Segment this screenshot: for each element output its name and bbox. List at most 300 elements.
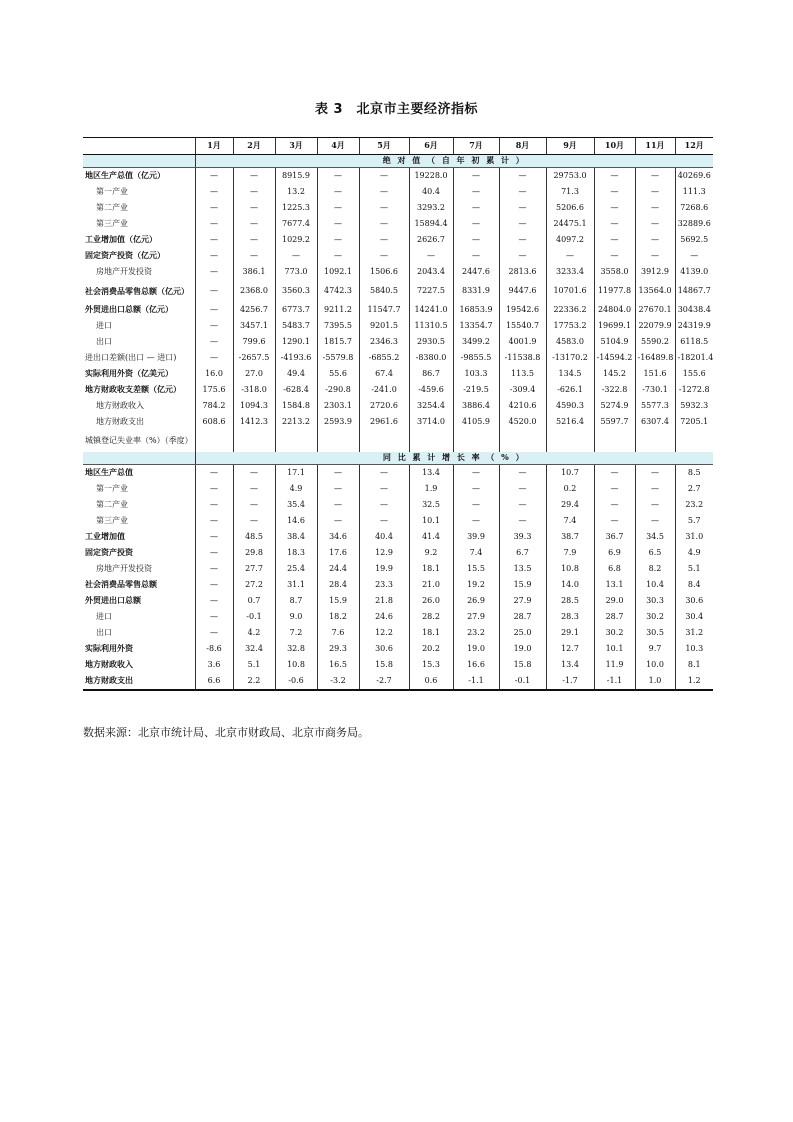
value-cell: — [635,465,675,482]
value-cell: 7677.4 [275,216,317,232]
value-cell: 14.6 [275,513,317,529]
value-cell: 5590.2 [635,334,675,350]
value-cell: 8.2 [635,561,675,577]
table-row [83,334,713,350]
value-cell: 103.3 [453,366,499,382]
value-cell: 36.7 [594,529,635,545]
value-cell: 5577.3 [635,398,675,414]
value-cell [499,430,546,452]
table-row [83,216,713,232]
value-cell: 3457.1 [233,318,275,334]
value-cell: — [233,184,275,200]
value-cell: — [359,216,409,232]
value-cell: 32.8 [275,641,317,657]
row-label: 工业增加值 [85,531,125,542]
value-cell: 7.6 [317,625,359,641]
row-label: 社会消费品零售总额（亿元） [85,286,189,296]
value-cell: — [635,216,675,232]
table-row [83,280,713,302]
section-heading: 绝 对 值 （ 自 年 初 累 计 ） [195,155,713,168]
value-cell: 41.4 [409,529,453,545]
value-cell: — [317,200,359,216]
table-row [83,302,713,318]
value-cell: — [359,232,409,248]
value-cell: 134.5 [546,366,594,382]
value-cell: 18.2 [317,609,359,625]
value-cell: 39.3 [499,529,546,545]
value-cell: 1094.3 [233,398,275,414]
value-cell: 7395.5 [317,318,359,334]
value-cell: — [453,232,499,248]
value-cell: 9.0 [275,609,317,625]
row-label: 出口 [96,337,112,347]
value-cell: 6307.4 [635,414,675,430]
value-cell: 6.8 [594,561,635,577]
value-cell: — [453,465,499,482]
value-cell: 2930.5 [409,334,453,350]
value-cell: 30.2 [635,609,675,625]
value-cell: — [359,465,409,482]
value-cell: — [233,481,275,497]
value-cell: — [195,609,233,625]
value-cell: -290.8 [317,382,359,398]
value-cell: 0.6 [409,673,453,690]
value-cell: 32.5 [409,497,453,513]
value-cell: 6.6 [195,673,233,690]
table-row [83,430,713,452]
row-label: 固定资产投资（亿元） [85,250,165,261]
value-cell: 3.6 [195,657,233,673]
value-cell: 2368.0 [233,280,275,302]
value-cell: 2626.7 [409,232,453,248]
value-cell: 2303.1 [317,398,359,414]
value-cell: 3293.2 [409,200,453,216]
value-cell: 13.2 [275,184,317,200]
header-blank-cell [83,138,195,155]
value-cell: 19228.0 [409,168,453,185]
table-row [83,641,713,657]
table-row [83,248,713,264]
value-cell: 15.8 [359,657,409,673]
value-cell: 8915.9 [275,168,317,185]
month-header: 2月 [233,138,275,155]
value-cell: 1815.7 [317,334,359,350]
value-cell: 5840.5 [359,280,409,302]
value-cell: -6855.2 [359,350,409,366]
value-cell: 18.1 [409,625,453,641]
table-row [83,200,713,216]
value-cell: 28.3 [546,609,594,625]
value-cell: 5.1 [675,561,713,577]
value-cell: — [453,481,499,497]
table-row [83,264,713,280]
value-cell: 5104.9 [594,334,635,350]
value-cell: 17.1 [275,465,317,482]
month-header: 10月 [594,138,635,155]
value-cell: 2720.6 [359,398,409,414]
value-cell: 11977.8 [594,280,635,302]
value-cell: 24475.1 [546,216,594,232]
value-cell: 17753.2 [546,318,594,334]
value-cell: 3254.4 [409,398,453,414]
row-label: 地方财政收入 [85,659,133,670]
value-cell: 10.3 [675,641,713,657]
value-cell: — [195,302,233,318]
value-cell: 3558.0 [594,264,635,280]
value-cell: 21.0 [409,577,453,593]
value-cell: — [675,248,713,264]
value-cell: 10.8 [275,657,317,673]
value-cell [275,430,317,452]
value-cell: — [453,216,499,232]
row-label: 地方财政收入 [96,401,144,411]
table-row [83,350,713,366]
value-cell: -1.1 [453,673,499,690]
value-cell: -3.2 [317,673,359,690]
value-cell: 15540.7 [499,318,546,334]
value-cell: 5206.6 [546,200,594,216]
value-cell: 1290.1 [275,334,317,350]
row-label: 社会消费品零售总额 [85,579,157,590]
value-cell: — [317,513,359,529]
row-label: 实际利用外资（亿美元） [85,368,173,379]
value-cell: 5932.3 [675,398,713,414]
row-label: 地区生产总值（亿元） [85,170,165,181]
value-cell: 7205.1 [675,414,713,430]
month-header-row [83,138,713,155]
row-label: 固定资产投资 [85,547,133,558]
table-row [83,382,713,398]
value-cell: 15894.4 [409,216,453,232]
table-body [83,155,713,691]
value-cell: — [195,264,233,280]
value-cell: 10.1 [594,641,635,657]
value-cell: 5216.4 [546,414,594,430]
value-cell: — [594,248,635,264]
value-cell: 15.3 [409,657,453,673]
value-cell: -628.4 [275,382,317,398]
value-cell: 31.2 [675,625,713,641]
row-label: 实际利用外资 [85,643,133,654]
value-cell: 24.4 [317,561,359,577]
value-cell: 27.9 [499,593,546,609]
value-cell: — [195,529,233,545]
value-cell: — [233,232,275,248]
value-cell: -9855.5 [453,350,499,366]
value-cell: — [195,497,233,513]
value-cell: 9211.2 [317,302,359,318]
value-cell: — [195,465,233,482]
value-cell: — [635,497,675,513]
value-cell: -0.6 [275,673,317,690]
value-cell: — [635,168,675,185]
value-cell: — [317,232,359,248]
value-cell: 2.7 [675,481,713,497]
value-cell: 12.9 [359,545,409,561]
value-cell: — [233,216,275,232]
table-row [83,673,713,690]
value-cell: 8.7 [275,593,317,609]
value-cell: 28.7 [499,609,546,625]
value-cell: -219.5 [453,382,499,398]
value-cell: 14241.0 [409,302,453,318]
value-cell: 48.5 [233,529,275,545]
value-cell: — [499,497,546,513]
value-cell: 19542.6 [499,302,546,318]
value-cell: -241.0 [359,382,409,398]
value-cell: 40.4 [409,184,453,200]
value-cell: 11.9 [594,657,635,673]
value-cell: 4.2 [233,625,275,641]
value-cell: 10.0 [635,657,675,673]
value-cell: 55.6 [317,366,359,382]
economic-indicators-table [83,137,713,691]
value-cell: 15.8 [499,657,546,673]
value-cell: 15.9 [317,593,359,609]
table-row [83,609,713,625]
table-row [83,184,713,200]
value-cell [409,430,453,452]
value-cell: 4210.6 [499,398,546,414]
value-cell: 29.3 [317,641,359,657]
value-cell: 5692.5 [675,232,713,248]
value-cell: 11547.7 [359,302,409,318]
value-cell: 13.4 [409,465,453,482]
value-cell: 24319.9 [675,318,713,334]
value-cell: 30.3 [635,593,675,609]
value-cell: 24.6 [359,609,409,625]
table-row [83,513,713,529]
value-cell: — [359,481,409,497]
value-cell: — [195,577,233,593]
table-row [83,657,713,673]
value-cell: — [275,248,317,264]
value-cell: — [499,248,546,264]
value-cell: 4742.3 [317,280,359,302]
table-row [83,366,713,382]
value-cell: -5579.8 [317,350,359,366]
value-cell: — [195,334,233,350]
value-cell: — [499,216,546,232]
section-heading: 同 比 累 计 增 长 率 （ % ） [195,452,713,465]
value-cell: 14.0 [546,577,594,593]
value-cell: 7227.5 [409,280,453,302]
value-cell: 28.2 [409,609,453,625]
value-cell [317,430,359,452]
value-cell: 2213.2 [275,414,317,430]
value-cell: -1.1 [594,673,635,690]
value-cell: 151.6 [635,366,675,382]
value-cell: 40269.6 [675,168,713,185]
value-cell: 3912.9 [635,264,675,280]
value-cell: — [195,184,233,200]
value-cell: -14594.2 [594,350,635,366]
value-cell: 9.7 [635,641,675,657]
table-row [83,545,713,561]
value-cell: 13.1 [594,577,635,593]
table-row [83,529,713,545]
value-cell: — [195,200,233,216]
value-cell: — [635,248,675,264]
value-cell: — [233,168,275,185]
value-cell: — [594,465,635,482]
value-cell: -626.1 [546,382,594,398]
row-label: 外贸进出口总额 [85,595,141,606]
value-cell: 3499.2 [453,334,499,350]
value-cell: — [359,168,409,185]
value-cell: 39.9 [453,529,499,545]
value-cell: 38.7 [546,529,594,545]
value-cell: 15.5 [453,561,499,577]
value-cell: 3233.4 [546,264,594,280]
value-cell: 1.0 [635,673,675,690]
value-cell: 6.5 [635,545,675,561]
value-cell: 71.3 [546,184,594,200]
row-label: 地方财政支出 [96,417,144,427]
value-cell: 29.4 [546,497,594,513]
value-cell: 10701.6 [546,280,594,302]
value-cell: — [195,561,233,577]
value-cell: 10.1 [409,513,453,529]
value-cell: 3560.3 [275,280,317,302]
value-cell: 1225.3 [275,200,317,216]
value-cell: — [317,168,359,185]
value-cell: -18201.4 [675,350,713,366]
value-cell: — [233,200,275,216]
value-cell: -459.6 [409,382,453,398]
value-cell: 22079.9 [635,318,675,334]
value-cell: -1272.8 [675,382,713,398]
value-cell: 4105.9 [453,414,499,430]
value-cell: — [499,200,546,216]
value-cell: 6.9 [594,545,635,561]
row-label: 第二产业 [96,203,128,213]
value-cell: 30438.4 [675,302,713,318]
value-cell: 8331.9 [453,280,499,302]
value-cell: 4.9 [675,545,713,561]
value-cell: 12.2 [359,625,409,641]
month-header: 11月 [635,138,675,155]
value-cell: — [594,481,635,497]
value-cell: 5597.7 [594,414,635,430]
value-cell: 20.2 [409,641,453,657]
value-cell: 7.4 [453,545,499,561]
value-cell: — [453,497,499,513]
value-cell: 19.2 [453,577,499,593]
value-cell: 18.1 [409,561,453,577]
table-row [83,465,713,482]
value-cell: — [195,481,233,497]
value-cell: 2447.6 [453,264,499,280]
value-cell: 5.1 [233,657,275,673]
value-cell: — [499,513,546,529]
value-cell: — [195,545,233,561]
value-cell: 25.0 [499,625,546,641]
table-row [83,577,713,593]
value-cell: — [409,248,453,264]
value-cell: 1029.2 [275,232,317,248]
row-label: 工业增加值（亿元） [85,234,157,245]
value-cell: — [594,232,635,248]
table-row [83,497,713,513]
table-row [83,561,713,577]
value-cell: 40.4 [359,529,409,545]
value-cell: 28.4 [317,577,359,593]
value-cell: — [317,248,359,264]
value-cell: 2813.6 [499,264,546,280]
value-cell: 7.4 [546,513,594,529]
value-cell: 23.2 [675,497,713,513]
value-cell: 25.4 [275,561,317,577]
value-cell: 0.7 [233,593,275,609]
value-cell: 8.5 [675,465,713,482]
value-cell: -0.1 [499,673,546,690]
value-cell: 30.5 [635,625,675,641]
row-label: 第二产业 [96,500,128,510]
value-cell: 30.6 [675,593,713,609]
value-cell: — [195,280,233,302]
value-cell: 4520.0 [499,414,546,430]
month-header: 6月 [409,138,453,155]
value-cell: — [499,168,546,185]
value-cell: -8.6 [195,641,233,657]
value-cell: 4139.0 [675,264,713,280]
row-label: 地方财政收支差额（亿元） [85,384,181,395]
value-cell: 16.0 [195,366,233,382]
value-cell: 10.8 [546,561,594,577]
value-cell: 67.4 [359,366,409,382]
value-cell: 26.0 [409,593,453,609]
row-label: 第三产业 [96,516,128,526]
value-cell: — [594,200,635,216]
value-cell [359,430,409,452]
value-cell: — [635,513,675,529]
value-cell [594,430,635,452]
value-cell: 27.9 [453,609,499,625]
value-cell: 6.7 [499,545,546,561]
value-cell: 10.4 [635,577,675,593]
value-cell: 28.5 [546,593,594,609]
value-cell: 22336.2 [546,302,594,318]
value-cell: — [453,184,499,200]
value-cell: — [453,200,499,216]
value-cell: 13.5 [499,561,546,577]
value-cell: 773.0 [275,264,317,280]
month-header: 3月 [275,138,317,155]
value-cell: 0.2 [546,481,594,497]
value-cell: 34.6 [317,529,359,545]
value-cell: — [594,184,635,200]
value-cell: — [317,497,359,513]
value-cell: — [195,168,233,185]
value-cell: 1.2 [675,673,713,690]
value-cell: — [635,184,675,200]
value-cell: 3886.4 [453,398,499,414]
value-cell: — [359,184,409,200]
value-cell: 1412.3 [233,414,275,430]
value-cell: 2961.6 [359,414,409,430]
value-cell: — [635,232,675,248]
table-row [83,625,713,641]
value-cell: 1092.1 [317,264,359,280]
value-cell: — [453,248,499,264]
value-cell: 14867.7 [675,280,713,302]
row-label: 第三产业 [96,219,128,229]
value-cell: 12.7 [546,641,594,657]
value-cell: — [317,216,359,232]
value-cell: -13170.2 [546,350,594,366]
value-cell: 8.1 [675,657,713,673]
